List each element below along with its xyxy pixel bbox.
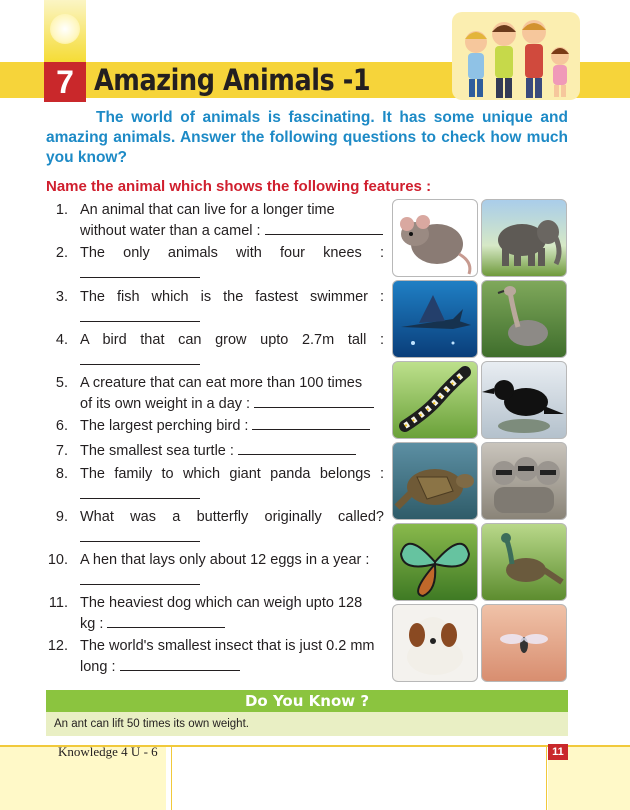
- question-heading: Name the animal which shows the following features :: [46, 178, 432, 195]
- answer-blank[interactable]: [107, 615, 225, 628]
- answer-blank[interactable]: [254, 395, 374, 408]
- question-11: 11. The heaviest dog which can weigh upto 128 kg :: [48, 595, 363, 632]
- answer-blank[interactable]: [252, 417, 370, 430]
- question-3: 3. The fish which is the fastest swimmer :: [46, 287, 386, 329]
- do-you-know-header: [46, 690, 568, 712]
- caterpillar-photo: [392, 361, 478, 439]
- question-8: 8. The family to which giant panda belongs :: [46, 464, 386, 506]
- saint-bernard-puppy-photo: [392, 604, 478, 682]
- kids-illustration: [452, 12, 580, 100]
- do-you-know-box: [46, 712, 568, 736]
- page-title: Amazing Animals -1: [94, 63, 371, 97]
- answer-blank[interactable]: [265, 222, 383, 235]
- answer-blank[interactable]: [120, 658, 240, 671]
- sea-turtle-photo: [392, 442, 478, 520]
- footer-panel: [171, 747, 547, 810]
- answer-blank[interactable]: [80, 529, 200, 542]
- butterfly-photo: [392, 523, 478, 601]
- raccoon-photo: [481, 442, 567, 520]
- elephant-photo: [481, 199, 567, 277]
- peahen-photo: [481, 523, 567, 601]
- question-4: 4. A bird that can grow upto 2.7m tall :: [46, 330, 386, 372]
- answer-blank[interactable]: [80, 309, 200, 322]
- rat-photo: [392, 199, 478, 277]
- question-12: 12. The world's smallest insect that is just 0.2 mm long :: [47, 638, 375, 675]
- question-9: 9. What was a butterfly originally called?: [46, 507, 386, 549]
- page-number: 11: [548, 744, 568, 760]
- answer-blank[interactable]: [80, 265, 200, 278]
- tiny-insect-photo: [481, 604, 567, 682]
- question-2: 2. The only animals with four knees :: [46, 243, 386, 285]
- answer-blank[interactable]: [80, 572, 200, 585]
- sailfish-photo: [392, 280, 478, 358]
- do-you-know-title: Do You Know ?: [244, 692, 370, 710]
- question-6: 6. The largest perching bird :: [46, 416, 386, 438]
- chapter-number: 7: [44, 62, 86, 102]
- question-10: 10. A hen that lays only about 12 eggs in a year :: [46, 550, 386, 592]
- ostrich-photo: [481, 280, 567, 358]
- do-you-know-text: An ant can lift 50 times its own weight.: [54, 718, 249, 730]
- answer-blank[interactable]: [80, 486, 200, 499]
- footer-book-title: Knowledge 4 U - 6: [58, 744, 158, 759]
- answer-blank[interactable]: [80, 352, 200, 365]
- question-7: 7. The smallest sea turtle :: [46, 441, 386, 463]
- answer-blank[interactable]: [238, 442, 356, 455]
- chapter-tab: [44, 0, 86, 62]
- question-5: 5. A creature that can eat more than 100 times of its own weight in a day :: [46, 373, 386, 417]
- footer-panel: [0, 747, 44, 810]
- raven-photo: [481, 361, 567, 439]
- intro-paragraph: The world of animals is fascinating. It has some unique and amazing animals. Answer the following questions to check how much you know?: [46, 109, 568, 166]
- question-1: 1. An animal that can live for a longer time without water than a camel :: [46, 200, 386, 244]
